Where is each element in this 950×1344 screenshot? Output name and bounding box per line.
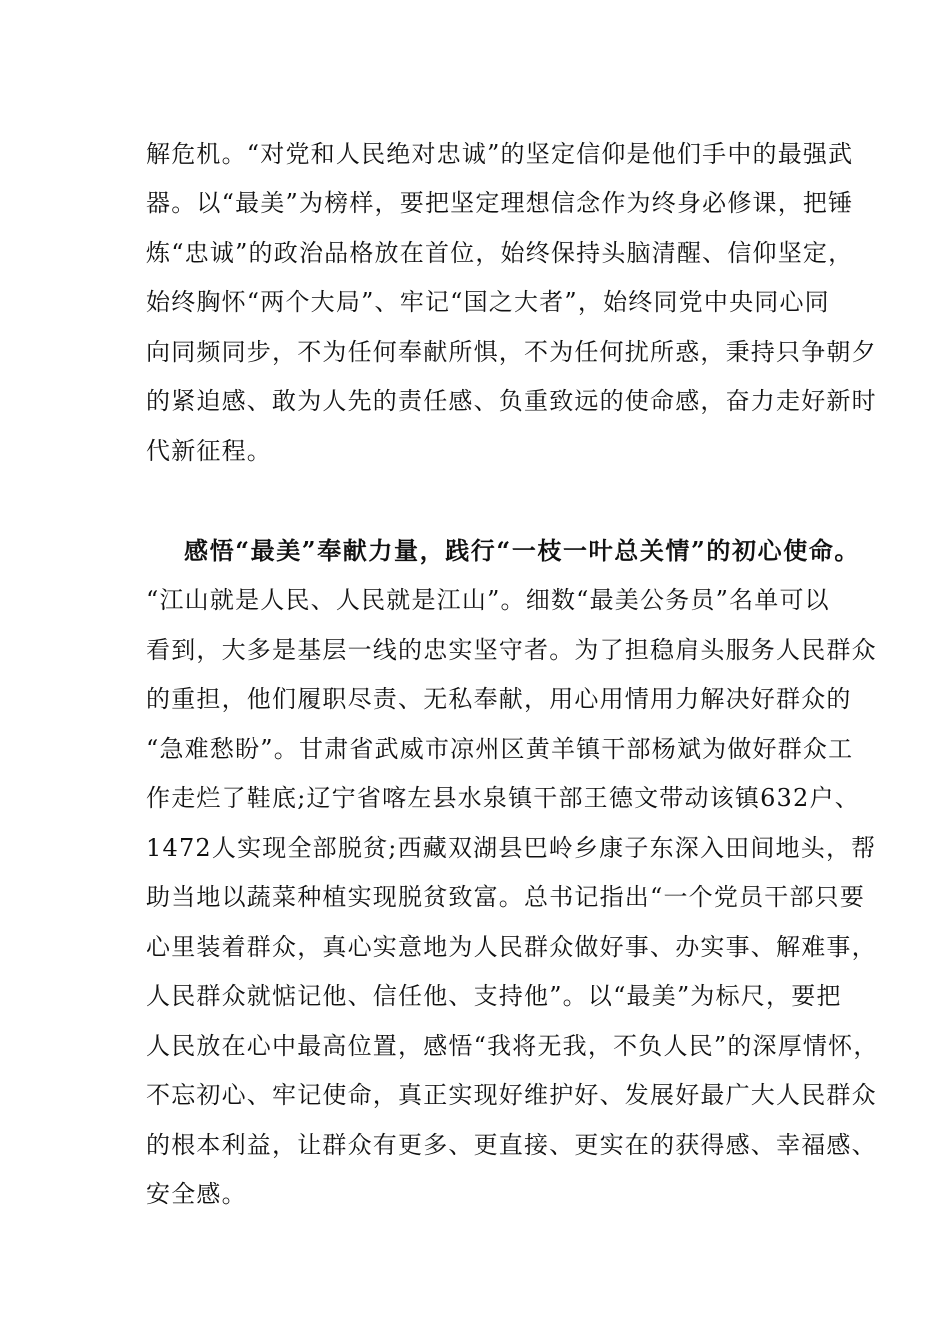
paragraph-line: 看到，大多是基层一线的忠实坚守者。为了担稳肩头服务人民群众 xyxy=(146,636,877,664)
paragraph-line: 的重担，他们履职尽责、无私奉献，用心用情用力解决好群众的 xyxy=(146,685,852,713)
paragraph-line: 代新征程。 xyxy=(146,437,272,465)
paragraph-line: 始终胸怀“两个大局”、牢记“国之大者”，始终同党中央同心同 xyxy=(146,288,830,316)
paragraph-line: 人民放在心中最高位置，感悟“我将无我，不负人民”的深厚情怀， xyxy=(146,1032,879,1060)
paragraph-line: 不忘初心、牢记使命，真正实现好维护好、发展好最广大人民群众 xyxy=(146,1081,877,1109)
section-heading: 感悟“最美”奉献力量，践行“一枝一叶总关情”的初心使命。 xyxy=(184,536,861,565)
paragraph-line: 炼“忠诚”的政治品格放在首位，始终保持头脑清醒、信仰坚定， xyxy=(146,239,854,267)
paragraph-line: 1472人实现全部脱贫;西藏双湖县巴岭乡康子东深入田间地头，帮 xyxy=(146,834,877,862)
paragraph-line: “江山就是人民、人民就是江山”。细数“最美公务员”名单可以 xyxy=(146,586,830,614)
paragraph-line: 心里装着群众，真心实意地为人民群众做好事、办实事、解难事， xyxy=(146,933,877,961)
paragraph-line: 的紧迫感、敢为人先的责任感、负重致远的使命感，奋力走好新时 xyxy=(146,387,877,415)
paragraph-line: “急难愁盼”。甘肃省武威市凉州区黄羊镇干部杨斌为做好群众工 xyxy=(146,735,854,763)
paragraph-line: 器。以“最美”为榜样，要把坚定理想信念作为终身必修课，把锤 xyxy=(146,189,854,217)
paragraph-line: 作走烂了鞋底;辽宁省喀左县水泉镇干部王德文带动该镇632户、 xyxy=(146,784,860,812)
paragraph-line: 助当地以蔬菜种植实现脱贫致富。总书记指出“一个党员干部只要 xyxy=(146,883,866,911)
paragraph-line: 人民群众就惦记他、信任他、支持他”。以“最美”为标尺，要把 xyxy=(146,982,842,1010)
paragraph-line: 安全感。 xyxy=(146,1180,247,1208)
paragraph-line: 解危机。“对党和人民绝对忠诚”的坚定信仰是他们手中的最强武 xyxy=(146,140,854,168)
paragraph-line: 的根本利益，让群众有更多、更直接、更实在的获得感、幸福感、 xyxy=(146,1131,877,1159)
paragraph-line: 向同频同步，不为任何奉献所惧，不为任何扰所惑，秉持只争朝夕 xyxy=(146,338,877,366)
